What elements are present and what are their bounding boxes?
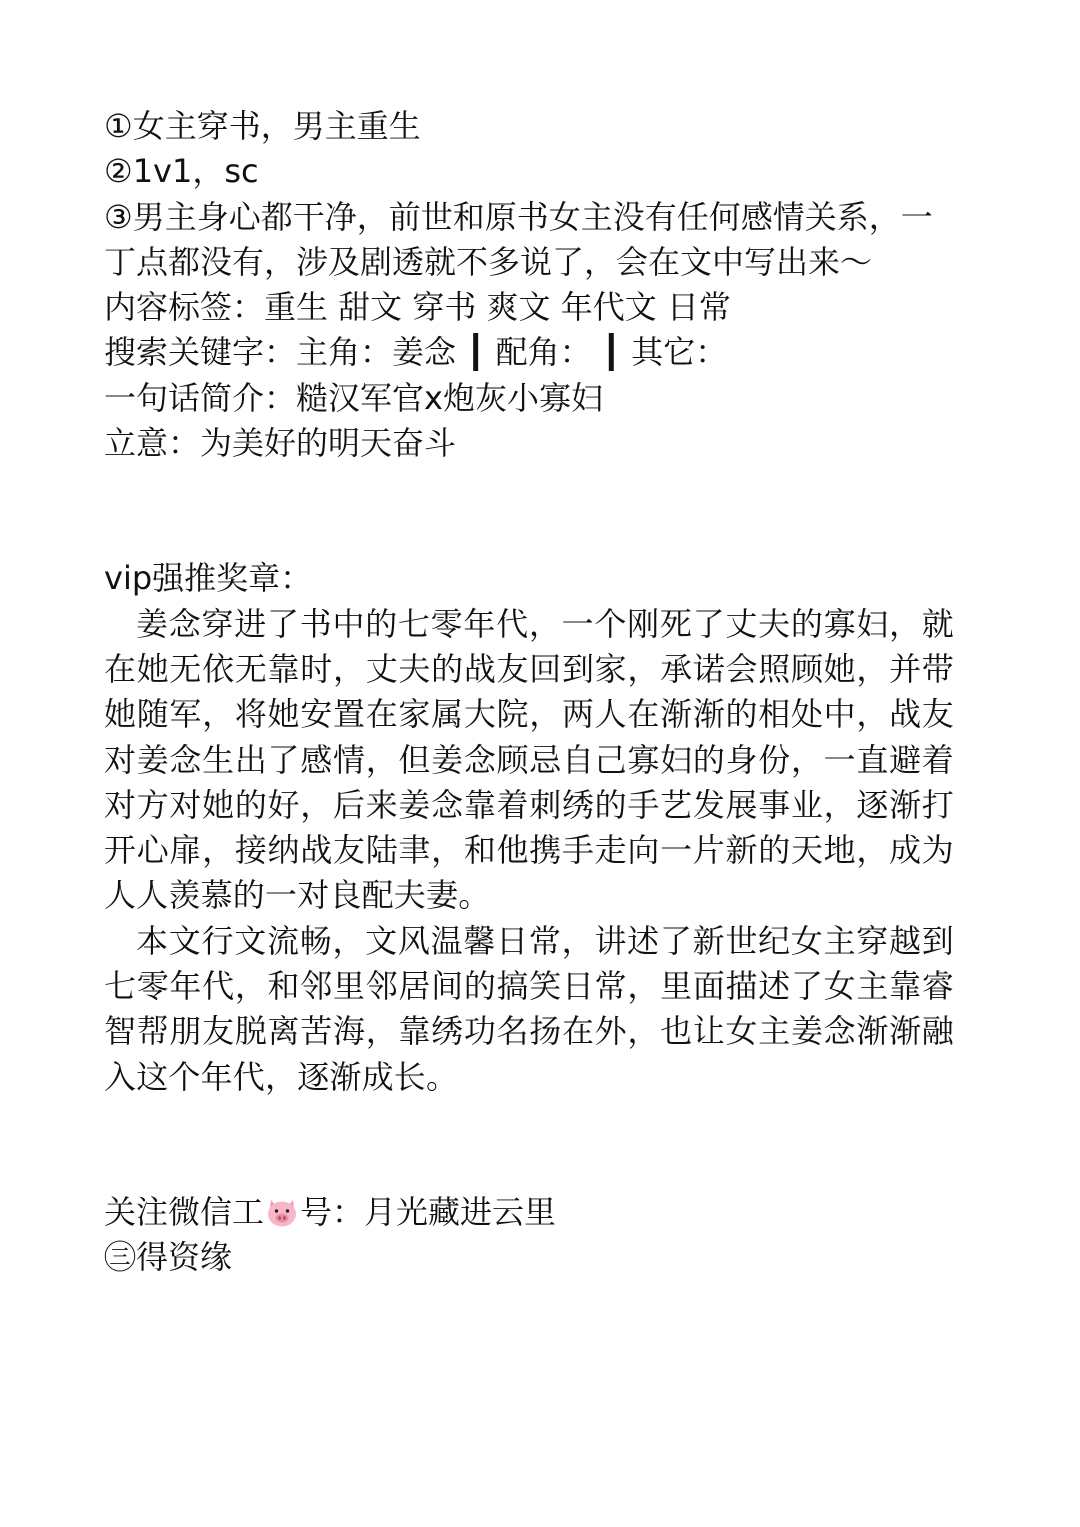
award-paragraph-2: 本文行文流畅，文风温馨日常，讲述了新世纪女主穿越到七零年代，和邻里邻居间的搞笑日常，里面描述了女主靠睿智帮朋友脱离苦海，靠绣功名扬在外，也让女主姜念渐渐融入这个年代，逐渐成长。 [104,921,954,1096]
follow-line [104,1190,954,1235]
resource-line: ㊂得资缘 [104,1238,233,1277]
document-page [104,104,954,1281]
intro-line-1: ①女主穿书，男主重生 [104,107,421,145]
theme-line: 立意：为美好的明天奋斗 [104,424,457,463]
follow-prefix: 关注微信工 [104,1192,265,1231]
intro-line-3b: 丁点都没有，涉及剧透就不多说了，会在文中写出来～ [104,242,873,281]
pig-face-icon [265,1195,299,1227]
award-heading: vip强推奖章： [104,559,313,598]
intro-line-2: ②1v1，sc [104,152,259,191]
award-paragraph-1: 姜念穿进了书中的七零年代，一个刚死了丈夫的寡妇，就在她无依无靠时，丈夫的战友回到家，承诺会照顾她，并带她随军，将她安置在家属大院，两人在渐渐的相处中，战友对姜念生出了感情，但姜念顾忌自己寡妇的身份，一直避着对方对她的好，后来姜念靠着刺绣的手艺发展事业，逐渐打开心扉，接纳战友陆聿，和他携手走向一片新的天地，成为人人羡慕的一对良配夫妻。 [104,604,954,915]
intro-line-3a: ③男主身心都干净，前世和原书女主没有任何感情关系，一 [104,197,933,236]
spacer [104,466,954,556]
one-line-summary: 一句话简介：糙汉军官x炮灰小寡妇 [104,378,603,417]
content-tags: 内容标签：重生 甜文 穿书 爽文 年代文 日常 [104,288,731,327]
follow-suffix: 号：月光藏进云里 [300,1192,557,1231]
search-keywords: 搜索关键字：主角：姜念 ┃ 配角： ┃ 其它： [104,333,728,372]
spacer [104,1100,954,1190]
